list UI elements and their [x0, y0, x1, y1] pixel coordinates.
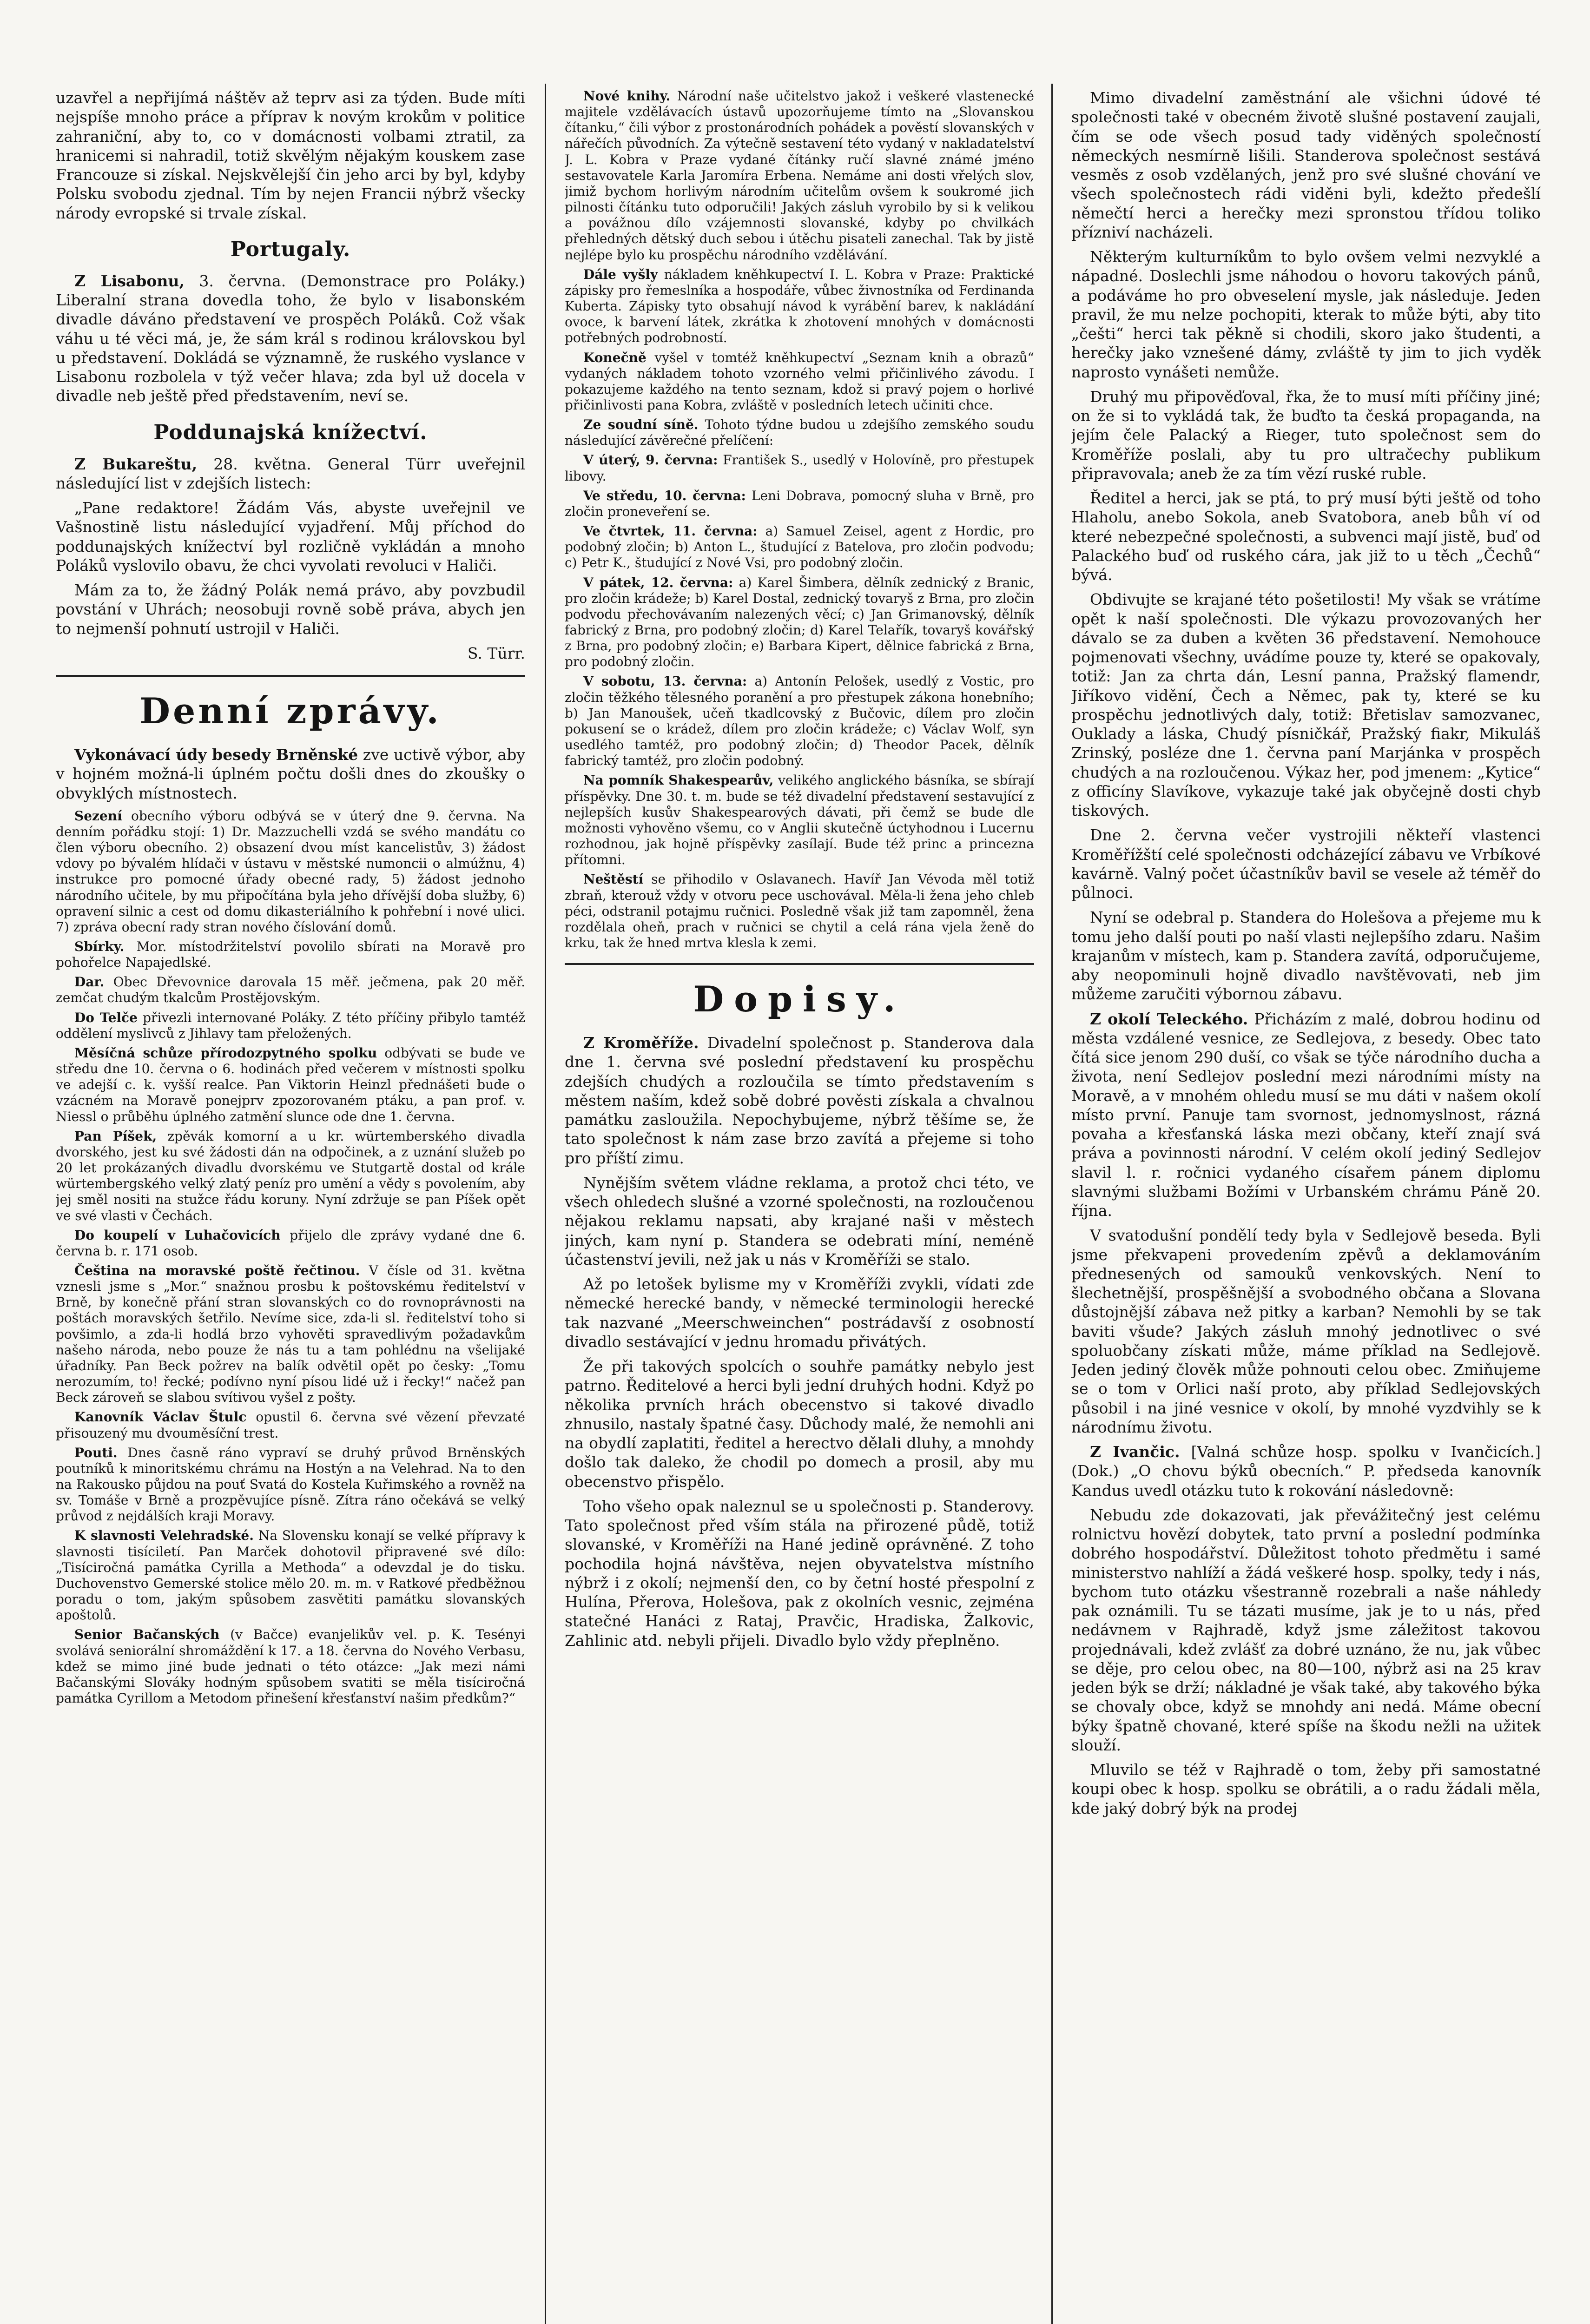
news-heading: Denní zprávy.	[139, 690, 442, 732]
item-text: Dnes časně ráno vypraví se druhý průvod Brněnských poutníků k minoritskému chrámu na Hostýn a na Velehrad. Na to den na Rakousko půjdou na pouť Svatá do Kostela Kuřimského a rovněž na sv. Tomáše v Brně a prozpěvujíce písně. Zítra ráno očekává se velký průvod z nejdálších kraji Moravy.	[56, 1445, 525, 1524]
item-text: (v Bačce) evanjelikův vel. p. K. Tesényi svolává seniorální shromáždění k 17. a 18. června do Nového Verbasu, kdež se mimo jiné bude jednati o této otázce: „Jak mezi námi Bačanskými Slováky hodným spůsobem svatiti se měla tisíciročná památka Cyrillom a Metodom přinešení křesťanství našim předkům?“	[56, 1627, 525, 1706]
news-item	[56, 1445, 525, 1525]
news-item	[565, 772, 1034, 868]
danube-article	[56, 455, 525, 493]
article-paragraph: Nebudu zde dokazovati, jak převážitečný jest celému rolnictvu hovězí dobytek, tato první a poslední podmínka dobrého hospodářství. Důležitost tohoto předmětu i samé ministerstvo nahlíží a žádá veškeré hosp. spolky, tedy i nás, bychom tuto otázku všestranně rozebrali a naše náhledy pak oznámili. Tu se tázati musíme, jak je to u nás, před nedávnem v Rajhradě, když jsme záležitost takovou projednávali, kdež zvlášť za dobré uznáno, že nu, jak vůbec se děje, pro celou obec, na 80—100, nýbrž asi na 25 krav jeden býk se drží; nákladné je však také, aby takového býka se chovaly obce, když se mnohdy ani nedá. Máme obecní býky špatně chované, které spíše na škodu nežli na užitek slouží.	[1071, 1505, 1541, 1754]
article-lead: Z Kroměříže.	[583, 1034, 699, 1052]
item-text: odbývati se bude ve středu dne 10. června o 6. hodinách před večerem v místnosti spolku ve adejší c. k. vyšší realce. Pan Viktorin Heinzl přednášeti bude o vzácném na Moravě ponejprv zpozorovaném ptáku, a pan prof. v. Niessl o průběhu úplného zatmění slunce ode dne 1. června.	[56, 1045, 525, 1124]
intro-paragraph: uzavřel a nepřijímá náštěv až teprv asi za týden. Bude míti nejspíše mnoho práce a příprav k novým krokům v politice zahraniční, aby to, co v domácnosti volbami ztratil, za hranicemi si nahradil, totiž skvělým nějakým kouskem zase Francouze si získal. Nejskvělejší čin jeho arci by byl, kdyby Polsku svobodu zjednal. Tím by nejen Francii nýbrž všecky národy evropské si trvale získal.	[56, 89, 525, 222]
article-lead: Z okolí Teleckého.	[1090, 1010, 1248, 1028]
article-paragraph: V svatodušní pondělí tedy byla v Sedlejově beseda. Byli jsme překvapeni provedením zpěvů a deklamováním přednesených od samouků venkovských. Není to šlechetnější, prospěšnější a svobodného občana a Slovana důstojnější zábava než pitky a karban? Nemohli by se tak baviti všude? Jakých zásluh mnohý jednotlivec o své spoluobčany získati může, máme příklad na Sedlejově. Jeden jediný člověk může pohnouti celou obec. Zmiňujeme se o tom v Orlici naší proto, aby příklad Sedlejovských působil i na jiné vesnice v okolí, by mnohé vyzdvihly se k národnímu životu.	[1071, 1226, 1541, 1436]
item-text: se přihodilo v Oslavanech. Havíř Jan Vévoda měl totiž zbraň, kterouž vždy v otvoru pece uschovával. Měla-li žena jeho chleb péci, odstranil potajmu ručnici. Posledně však již tam zapomněl, žena rozdělala oheň, prach v ručnici se chytil a celá rána vjela ženě do krku, tak že hned mrtva klesla k zemi.	[565, 872, 1034, 951]
news-item	[565, 872, 1034, 951]
letter-article	[1071, 1010, 1541, 1221]
article-text: [Valná schůze hosp. spolku v Ivančicích.] (Dok.) „O chovu býků obecních.“ P. předseda kanovník Kandus uvedl otázku tuto k rokování následovně:	[1071, 1443, 1541, 1499]
court-item	[565, 673, 1034, 769]
article-lead: Vykonávací údy besedy Brněnské	[74, 746, 358, 764]
court-item	[565, 523, 1034, 571]
item-lead: Pan Píšek,	[74, 1128, 157, 1144]
article-paragraph: Až po letošek bylisme my v Kroměříži zvykli, vídati zde německé herecké bandy, v německé terminologii herecké tak nazvané „Meerschweinchen“ postrádavší z osobností divadlo sestávající v jednu hromadu přivátých.	[565, 1275, 1034, 1351]
letters-heading: Dopisy.	[693, 978, 906, 1020]
article-paragraph: Druhý mu připověďoval, řka, že to musí míti příčiny jiné; on že si to vykládá tak, že buďto ta česká propaganda, na jejím čele Palacký a Rieger, tuto společnost sem do Kroměříže poslali, aby tu pro ultračechy publikum připravovala; aneb že za tím vězí ruské ruble.	[1071, 387, 1541, 482]
item-text: Národní naše učitelstvo jakož i veškeré vlastenecké majitele vzdělávacích ústavů upozorňujeme tímto na „Slovanskou čítanku,“ čili výbor z prostonárodních pohádek a pověstí slovanských v nářečích původních. Za výtečně sestavení této vydaný v nakladatelství J. L. Kobra v Praze vydané čítánky ručí slavné známé jméno sestavovatele Karla Jaromíra Erbena. Nemáme ani dosti vřelých slov, jimiž bychom horlivým národním učitelům ovšem k soukromé jich pilnosti čítánku tuto odporučili! Jakých zásluh vyrobilo by si k velikou a povážnou dílo vzájemnosti slovanské, kdyby po chvilkách přehledných dětský duch sebou i útěchu pisateli zanechal. Tak by jistě nejlépe bylo ku prospěchu národního vzdělávání.	[565, 88, 1034, 263]
news-item	[56, 939, 525, 971]
article-paragraph: Že při takových spolcích o souhře památky nebylo jest patrno. Ředitelové a herci byli jední druhých hodni. Když po několika prvních hrách obecenstvo si takové divadlo zhnusilo, nastaly špatné časy. Důchody malé, že nemohli ani na obydlí zaplatiti, ředitel a herectvo dělali dluhy, a mnohdy došlo tak daleko, že chodil po domech a prosil, aby mu obecenstvo přispělo.	[565, 1357, 1034, 1491]
item-text: a) Antonín Pelošek, usedlý z Vostic, pro zločin těžkého tělesného poranění a pro přestupek zákona honebního; b) Jan Manoušek, učeň tkadlcovský z Bučovic, dílem pro zločin pokusení se o krádež, dílem pro zločin krádeže; c) Václav Wolf, syn usedlého tamtéž, pro podobný zločin; d) Theodor Pacek, dělník fabrický tamtéž, pro zločin podobný.	[565, 673, 1034, 769]
item-text: vyšel v tomtéž kněhkupectví „Seznam knih a obrazů“ vydaných nákladem tohoto vzorného velmi přičinlivého závodu. I pokazujeme každého na tento seznam, kdož si pravý pojem o horlivé přičinlivosti pana Kobra, zvláště v posledních letech učiniti chce.	[565, 350, 1034, 413]
item-lead: Čeština na moravské poště řečtinou.	[74, 1262, 360, 1278]
item-lead: K slavnosti Velehradské.	[74, 1528, 254, 1544]
item-text: a) Samuel Zeisel, agent z Hordic, pro podobný zločin; b) Anton L., študující z Batelova, pro zločin podvodu; c) Petr K., študující z Nové Vsi, pro podobný zločin.	[565, 523, 1034, 571]
article-paragraph: Obdivujte se krajané této pošetilosti! My však se vrátíme opět k naší společnosti. Dle výkazu provozovaných her dávalo se za duben a květen 36 představení. Nemohouce pojmenovati všechny, uvádíme pouze ty, které se opakovaly, totiž: Jan za chrta dán, Lesní panna, Pražský flamendr, Jiříkovo vidění, Čech a Němec, pak ty, které se ku prospěchu jednotlivých daly, totiž: Břetislav samozvanec, Ouklady a láska, Chudý písničkář, Pražský fiakr, Mikuláš Zrinský, posléze dne 1. června paní Marjánka v prospěch chudých a na rozloučenou. Výkaz her, pod jmenem: „Kytice“ z officíny Slavíkove, vykazuje také jak obyčejně dosti chyb tiskových.	[1071, 590, 1541, 819]
news-intro	[56, 745, 525, 803]
news-item	[56, 1528, 525, 1623]
item-text: opustil 6. června své vězení převzaté přisouzený mu dvouměsíční trest.	[56, 1409, 525, 1441]
section-divider	[565, 963, 1034, 965]
item-lead: Nové knihy.	[583, 88, 671, 104]
item-text: Obec Dřevovnice darovala 15 měř. ječmena, pak 20 měř. zemčat chudým tkalcům Prostějovským.	[56, 974, 525, 1006]
item-lead: V sobotu, 13. června:	[583, 673, 747, 689]
letter-paragraph: „Pane redaktore! Žádám Vás, abyste uveřejnil ve Vašnostině listu následující vyjadření. Můj příchod do poddunajských knížectví byl rozličně vykládán a mnoho Poláků vyslovilo obavu, že chci vyvolati revoluci v Haliči.	[56, 499, 525, 574]
item-text: Tohoto týdne budou u zdejšího zemského soudu následující závěrečné přelíčení:	[565, 417, 1034, 449]
item-lead: Na pomník Shakespearův,	[583, 772, 774, 788]
news-item	[565, 417, 1034, 449]
item-text: velikého anglického básníka, se sbírají příspěvky. Dne 30. t. m. bude se též divadelní představení sestavující z nejlepších kusův Shakespearových dávati, při čemž se bude dle možnosti vyhověno všemu, co v Anglii skutečně úctyhodnou i Lucernu rozhodnou, jak hojně příspěvky zasílají. Bude též princ a princezna přítomni.	[565, 772, 1034, 868]
court-item	[565, 575, 1034, 670]
news-item	[565, 267, 1034, 346]
letter-article	[565, 1033, 1034, 1168]
news-item	[56, 1263, 525, 1406]
section-title-portugal: Portugaly.	[230, 237, 351, 261]
news-item	[56, 1228, 525, 1259]
item-lead: Sbírky.	[74, 939, 125, 954]
letter-paragraph: Mám za to, že žádný Polák nemá právo, aby povzbudil povstání v Uhrách; neosobuji rovně sobě práva, abych jen to nejmenší pohnutí ustrojil v Haliči.	[56, 581, 525, 638]
news-item	[565, 88, 1034, 263]
item-lead: Kanovník Václav Štulc	[74, 1409, 247, 1425]
news-item	[56, 1129, 525, 1224]
column-rule	[545, 84, 546, 2324]
item-text: Leni Dobrava, pomocný sluha v Brně, pro zločin proneveření se.	[565, 488, 1034, 519]
item-lead: Neštěstí	[583, 872, 644, 887]
article-paragraph: Nynějším světem vládne reklama, a protož chci této, ve všech ohledech slušné a vzorné společnosti, na rozloučenou nějakou reklamu napsati, aby krajané naši v městech jiných, kam nyní p. Standera se odebrati míní, neméně účastenství jevili, než jak u nás v Kroměříži se stalo.	[565, 1173, 1034, 1268]
item-text: zpěvák komorní a u kr. würtemberského divadla dvorského, jest ku své žádosti dán na odpočinek, a z uznání služeb po 20 let prokázaných divadlu dvorskému ve Stutgartě dostal od krále würtembergského velký zlatý peníz pro umění a vědy s povolením, aby jej směl nositi na stužce řádu koruny. Nyní zdržuje se pan Píšek opět ve své vlasti v Čechách.	[56, 1128, 525, 1223]
item-lead: Konečně	[583, 350, 647, 365]
column-right	[1071, 88, 1541, 2324]
news-item	[56, 1045, 525, 1125]
news-item	[56, 974, 525, 1006]
letter-article	[1071, 1442, 1541, 1500]
article-paragraph: Nyní se odebral p. Standera do Holešova a přejeme mu k tomu jeho další pouti po naší vlasti nejlepšího zdaru. Našim krajanům v místech, kam p. Standera zavítá, odporučujeme, aby neopominuli hojně divadlo navštěvovati, neb jim můžeme zaručiti výbornou zábavu.	[1071, 908, 1541, 1004]
article-paragraph: Mluvilo se též v Rajhradě o tom, žeby při samostatné koupi obec k hosp. spolku se obrátili, a o radu žádali měla, kde jaký dobrý býk na prodej	[1071, 1761, 1541, 1817]
item-text: František S., usedlý v Holovíně, pro přestupek libovy.	[565, 452, 1034, 484]
item-lead: Ve čtvrtek, 11. června:	[583, 523, 758, 539]
item-text: a) Karel Šimbera, dělník zednický z Branic, pro zločin krádeže; b) Karel Dostal, zednický tovaryš z Brna, pro zločin podvodu přechovávaním nalezených věcí; c) Jan Grimanovský, dělník fabrický z Brna, pro podobný zločin; d) Karel Telařík, tovaryš kovářský z Brna, pro podobný zločin; e) Barbara Kipert, dělnice fabrická z Brna, pro podobný zločin.	[565, 574, 1034, 670]
column-middle	[565, 88, 1034, 2324]
item-lead: Do Telče	[74, 1010, 138, 1025]
portugal-article	[56, 271, 525, 406]
item-text: přijelo dle zprávy vydané dne 6. června b. r. 171 osob.	[56, 1227, 525, 1259]
item-text: nákladem kněhkupectví I. L. Kobra v Praze: Praktické zápisky pro řemeslníka a hospodáře, vůbec živnostníka od Ferdinanda Kuberta. Zápisky tyto obsahují návod k vyrábění barev, k nakládání ovoce, k barvení látek, zkrátka k zhotovení mnohých v domácnosti potřebných podrobností.	[565, 266, 1034, 346]
section-divider	[56, 675, 525, 677]
article-text: 28. května. General Türr uveřejnil následující list v zdejších listech:	[56, 455, 525, 492]
item-lead: Dále vyšly	[583, 266, 658, 282]
item-lead: Pouti.	[74, 1445, 118, 1460]
news-item	[56, 1409, 525, 1441]
item-text: Na Slovensku konají se velké přípravy k slavnosti tisíciletí. Pan Marček dohotovil připravené své dílo: „Tisíciročná památka Cyrilla a Methoda“ a odevzdal je do tisku. Duchovenstvo Gemerské stolice mělo 20. m. m. v Ratkové předběžnou poradu o tom, jakým spůsobem zasvětiti památku slovanských apoštolů.	[56, 1528, 525, 1623]
article-text: 3. června. (Demonstrace pro Poláky.) Liberalní strana dovedla toho, že bylo v lisabonském divadle dáváno představení ve prospěch Poláků. Což však váhu u té věci má, je, že sám král s rodinou královskou byl u představení. Dokládá se významně, že ruského vyslance v Lisabonu rozbolela v týž večer hlava; zda byl už docela v divadle neb ještě před představením, neví se.	[56, 271, 525, 405]
article-text: zve uctivě výbor, aby v hojném možná-li úplném počtu došli dnes do zkoušky o obvyklých místnostech.	[56, 746, 525, 802]
item-lead: Sezení	[74, 808, 122, 824]
article-paragraph: Toho všeho opak naleznul se u společnosti p. Standerovy. Tato společnost před vším stála na přirozené půdě, totiž slovanské, v Kroměříži na Hané jedině oprávněné. Z toho pochodila hojná návštěva, nejen obyvatelstva místního nýbrž i z okolí; nejmenší den, co by četní hosté přespolní z Hulína, Přerova, Holešova, pak z okolních vesnic, zejména statečné Hanáci z Rataj, Pravčic, Hradiska, Žalkovic, Zahlinic atd. nebyli přijeli. Divadlo bylo vždy přeplněno.	[565, 1497, 1034, 1650]
item-lead: Měsíčná schůze přírodozpytného spolku	[74, 1045, 377, 1061]
column-left	[56, 88, 525, 2324]
item-lead: Ve středu, 10. června:	[583, 488, 746, 503]
news-item	[56, 1627, 525, 1706]
court-item	[565, 452, 1034, 484]
item-lead: Dar.	[74, 974, 105, 990]
article-paragraph: Mimo divadelní zaměstnání ale všichni údové té společnosti také v obecném životě slušné postavení zaujali, čím se ode všech posud tady viděných společností německých nesmírně lišili. Standerova společnost sestává vesměs z osob vzdělaných, jenž pro své slušné chování ve všech společnostech rádi viděni byli, kdežto předešlí němečtí herci a herečky mezi spronstou třídou toliko přízniví nacházeli.	[1071, 89, 1541, 241]
item-text: přivezli internované Poláky. Z této příčiny přibylo tamtéž oddělení myslivců z Jihlavy tam přeložených.	[56, 1010, 525, 1041]
news-item	[56, 808, 525, 935]
article-text: Přicházím z malé, dobrou hodinu od města vzdálené vesnice, ze Sedlejova, z besedy. Obec tato čítá sice jenom 290 duší, co však se týče národního ducha a života, není Sedlejov poslední mezi národními místy na Moravě, a v mnohém ohledu musí se mu dáti v našem okolí místo první. Panuje tam svornost, jednomyslnost, rázná povaha a křesťanská láska mezi občany, kteří znají svá práva a povinnosti národní. V celém okolí jediný Sedlejov slavil l. r. ročnici vydaného císařem pánem diplomu slavnými službami Božími v Urbanském chrámu Páně 20. října.	[1071, 1010, 1541, 1220]
item-lead: Senior Bačanských	[74, 1627, 220, 1643]
article-lead: Z Ivančic.	[1090, 1443, 1180, 1461]
item-text: V čísle od 31. května vznesli jsme s „Mor.“ snažnou prosbu k poštovskému ředitelství v Brně, by konečně přání stran slovanských co do rovnoprávnosti na poštách moravských šetřilo. Nevíme sice, zda-li sl. ředitelství toho si povšimlo, a zda-li hodlá brzo vyhověti spravedlivým požadavkům našeho národa, nebo pouze že nás tu a tam pohlédnu na všelijaké úřadníky. Pan Beck požrev na balík odvětil opět po česky: „Tomu nerozumím, to! řecké; podívno nyní písou lidé už i řecky!“ načež pan Beck zároveň se slabou svítivou vyšel z pošty.	[56, 1262, 525, 1406]
item-lead: Do koupelí v Luhačovicích	[74, 1227, 281, 1243]
item-text: Mor. místodržitelství povolilo sbírati na Moravě pro pohořelce Napajedlské.	[56, 939, 525, 971]
letter-signature: S. Türr.	[467, 644, 525, 662]
article-paragraph: Dne 2. června večer vystrojili někteří vlastenci Kroměřížští celé společnosti odcházející zábavu ve Vrbíkové kavárně. Valný počet účastníkův bavil se vesele až téměř do půlnoci.	[1071, 826, 1541, 902]
article-text: Divadelní společnost p. Standerova dala dne 1. června své poslední představení ku prospěchu zdejších chudých a rozloučila se tímto představením s městem naším, kdež sobě dobré pověsti získala a chvalnou památku zasloužila. Nepochybujeme, nýbrž těšíme se, že tato společnost k nám zase brzo zavítá a přejeme si toho pro příští zimu.	[565, 1034, 1034, 1167]
item-lead: V pátek, 12. června:	[583, 574, 733, 590]
article-paragraph: Ředitel a herci, jak se ptá, to prý musí býti ještě od toho Hlaholu, anebo Sokola, aneb Svatobora, aneb bůh ví od které nebezpečné společnosti, a subvenci mají jistě, buď od Palackého buď od ruského cára, jak již to u těch „Čechů“ bývá.	[1071, 489, 1541, 584]
article-lead: Z Lisabonu,	[74, 271, 185, 290]
article-lead: Z Bukareštu,	[74, 455, 198, 473]
article-paragraph: Některým kulturníkům to bylo ovšem velmi nezvyklé a nápadné. Doslechli jsme náhodou o hovoru takových pánů, a podáváme ho pro obveselení mysle, jak následuje. Jeden pravil, že mu nelze pochopiti, kterak to může býti, aby tito „češti“ herci tak pěkně si chodili, skoro jako študenti, a herečky jako vznešené dámy, zvláště ty jim to jich vyděk naprosto vynášeti nemůže.	[1071, 248, 1541, 381]
item-lead: Ze soudní síně.	[583, 417, 699, 433]
section-title-danube: Poddunajská knížectví.	[153, 420, 428, 444]
column-rule	[1051, 84, 1053, 2324]
item-text: obecního výboru odbývá se v úterý dne 9. června. Na denním pořádku stojí: 1) Dr. Mazzuchelli vzdá se svého mandátu co člen výboru obecního. 2) obsazení dvou míst kancelistův, 3) žádost vdovy po bývalém hlídači v ústavu v městské numoncii o almúžnu, 4) instrukce pro pomocné úřady obecné rady, 5) žádost jednoho národního učitele, by mu připočítána byla jeho dřívější doba služby, 6) opravení silnic a cest od domu dikasteriálního k pohřební i nové ulici. 7) zpráva obecní rady stran nového číslování domů.	[56, 808, 525, 935]
court-item	[565, 488, 1034, 520]
item-lead: V úterý, 9. června:	[583, 452, 718, 468]
news-item	[56, 1010, 525, 1042]
news-item	[565, 350, 1034, 414]
